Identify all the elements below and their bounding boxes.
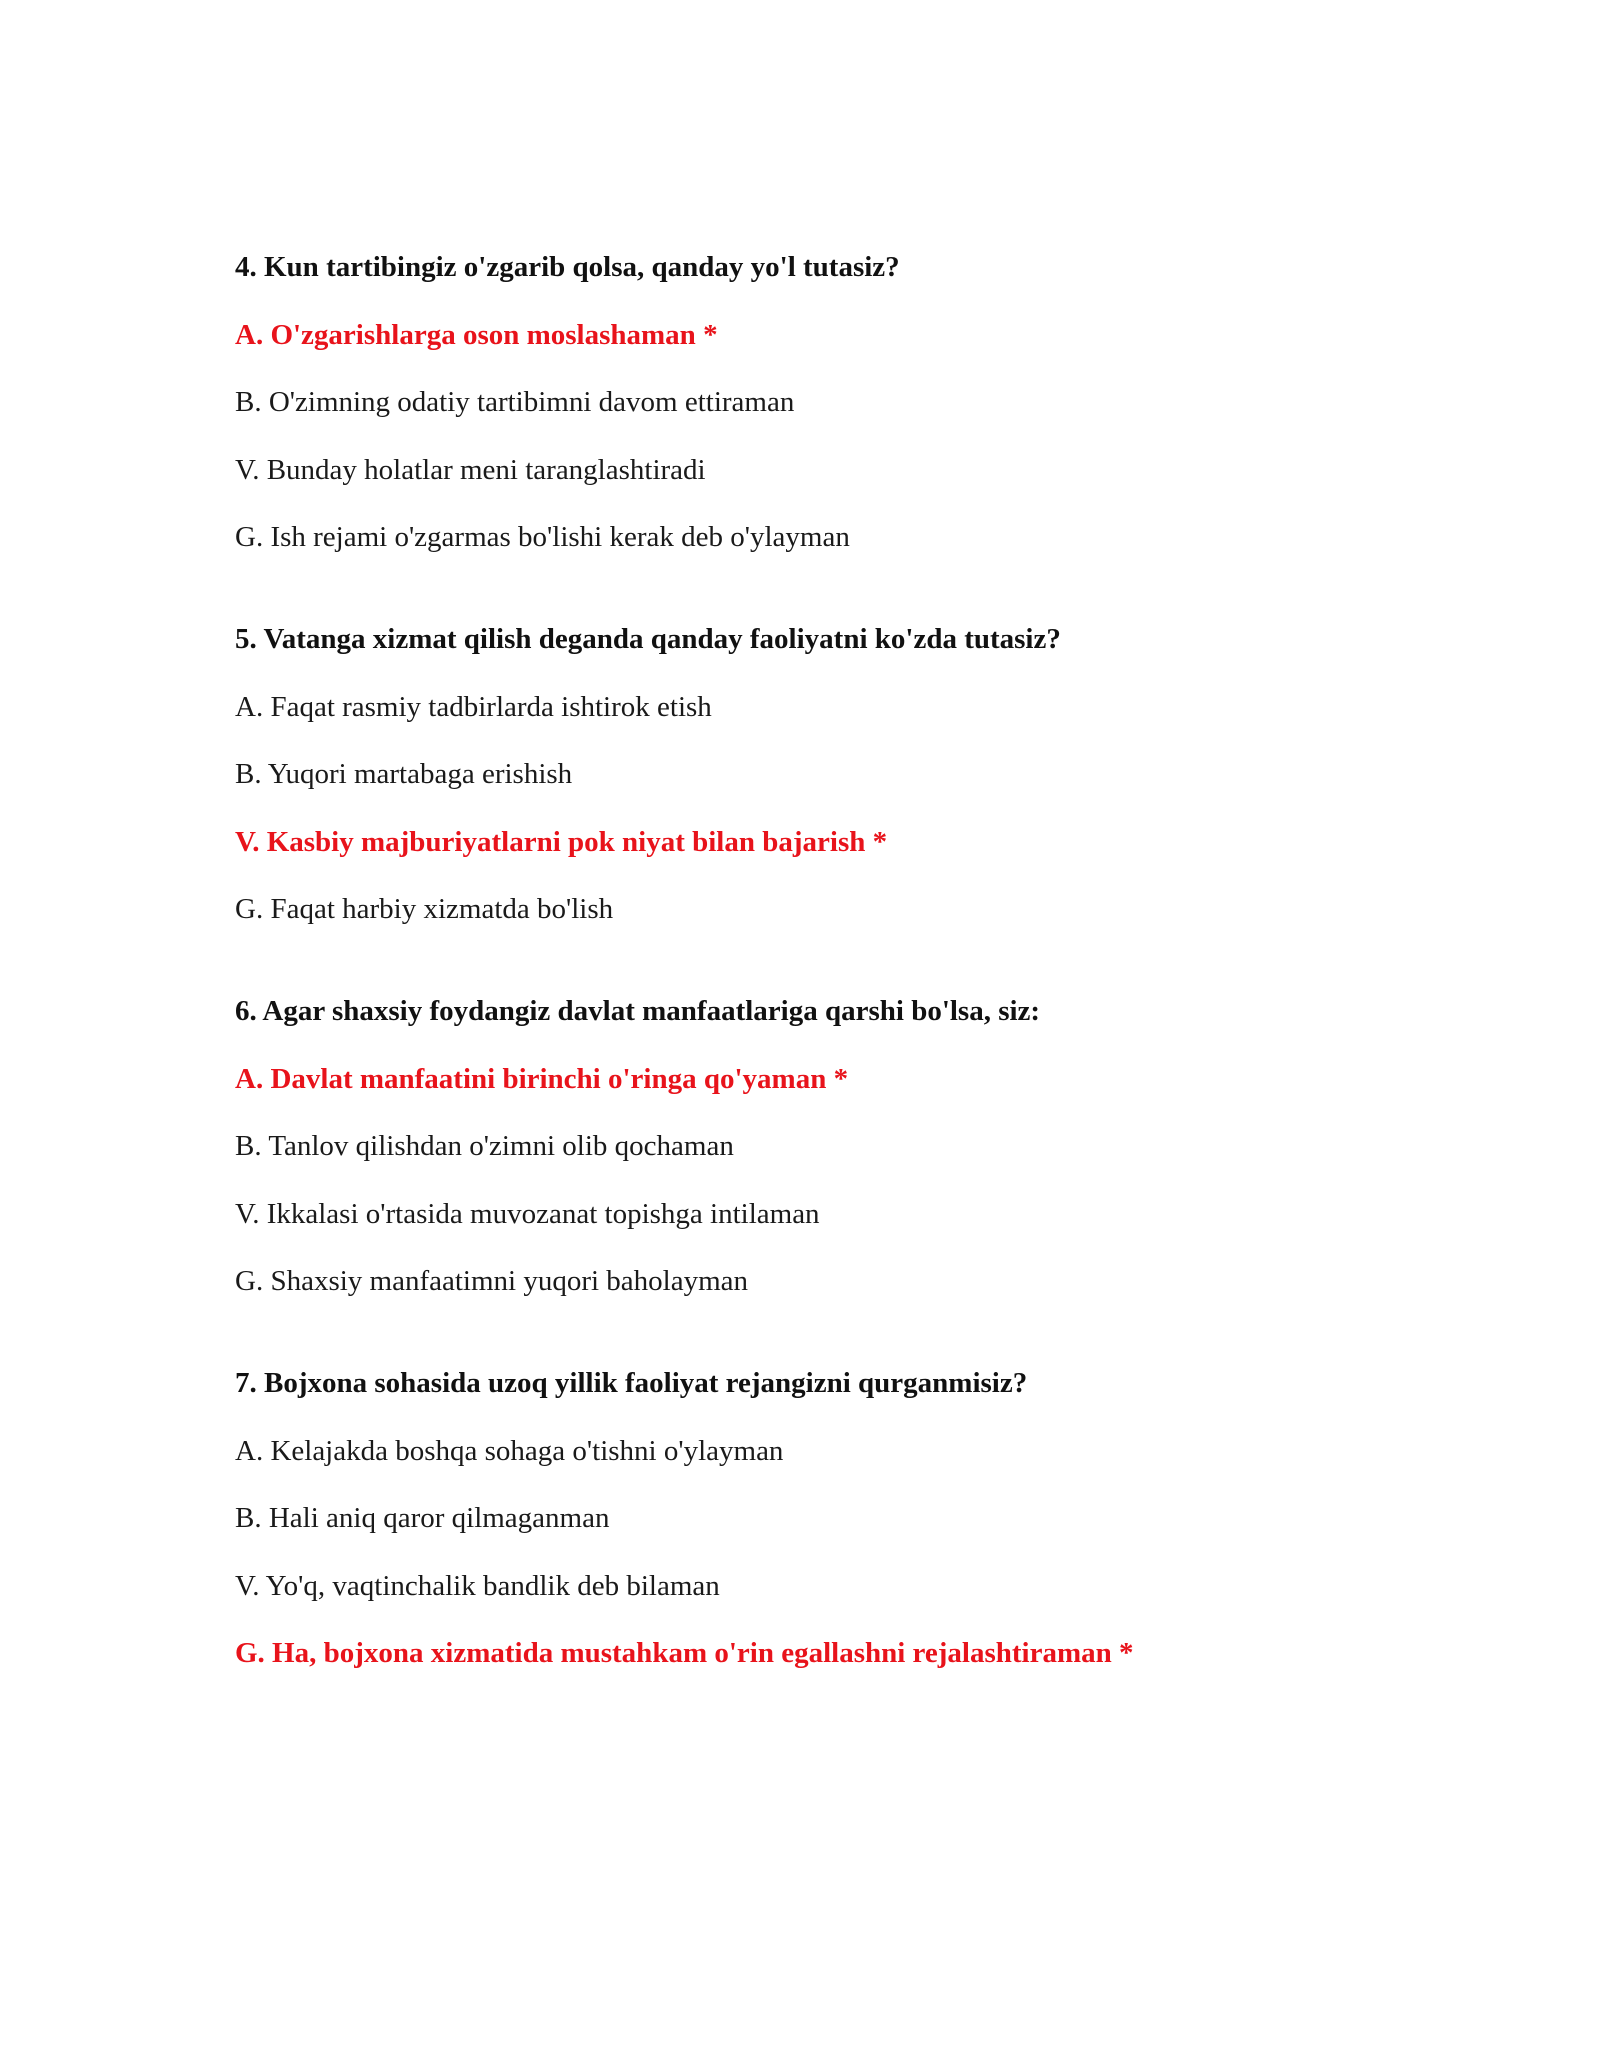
answer-option: B. Hali aniq qaror qilmaganman xyxy=(235,1502,610,1534)
answer-option: B. Tanlov qilishdan o'zimni olib qochaman xyxy=(235,1130,734,1162)
answer-option: A. Faqat rasmiy tadbirlarda ishtirok etish xyxy=(235,690,712,723)
question-title: 6. Agar shaxsiy foydangiz davlat manfaatlariga qarshi bo'lsa, siz: xyxy=(235,995,1041,1027)
answer-option: A. Kelajakda boshqa sohaga o'tishni o'ylayman xyxy=(235,1434,784,1467)
correct-answer-option: V. Kasbiy majburiyatlarni pok niyat bilan bajarish * xyxy=(235,825,888,858)
question-4 xyxy=(235,250,1475,554)
question-7 xyxy=(235,1366,1475,1670)
answer-option: B. O'zimning odatiy tartibimni davom ettiraman xyxy=(235,386,795,418)
document-page xyxy=(235,250,1475,1738)
question-5 xyxy=(235,622,1475,926)
answer-option: V. Yo'q, vaqtinchalik bandlik deb bilaman xyxy=(235,1569,720,1602)
answer-option: V. Ikkalasi o'rtasida muvozanat topishga intilaman xyxy=(235,1197,820,1230)
correct-answer-option: A. Davlat manfaatini birinchi o'ringa qo'yaman * xyxy=(235,1062,849,1095)
correct-answer-option: G. Ha, bojxona xizmatida mustahkam o'rin egallashni rejalashtiraman * xyxy=(235,1637,1134,1669)
answer-option: G. Faqat harbiy xizmatda bo'lish xyxy=(235,893,614,925)
answer-option: B. Yuqori martabaga erishish xyxy=(235,758,573,790)
question-title: 5. Vatanga xizmat qilish deganda qanday faoliyatni ko'zda tutasiz? xyxy=(235,623,1061,655)
answer-option: G. Ish rejami o'zgarmas bo'lishi kerak deb o'ylayman xyxy=(235,521,850,553)
question-title: 7. Bojxona sohasida uzoq yillik faoliyat rejangizni qurganmisiz? xyxy=(235,1367,1028,1399)
question-6 xyxy=(235,994,1475,1298)
question-title: 4. Kun tartibingiz o'zgarib qolsa, qanday yo'l tutasiz? xyxy=(235,251,900,283)
answer-option: V. Bunday holatlar meni taranglashtiradi xyxy=(235,453,706,486)
correct-answer-option: A. O'zgarishlarga oson moslashaman * xyxy=(235,318,718,351)
answer-option: G. Shaxsiy manfaatimni yuqori baholayman xyxy=(235,1265,749,1297)
